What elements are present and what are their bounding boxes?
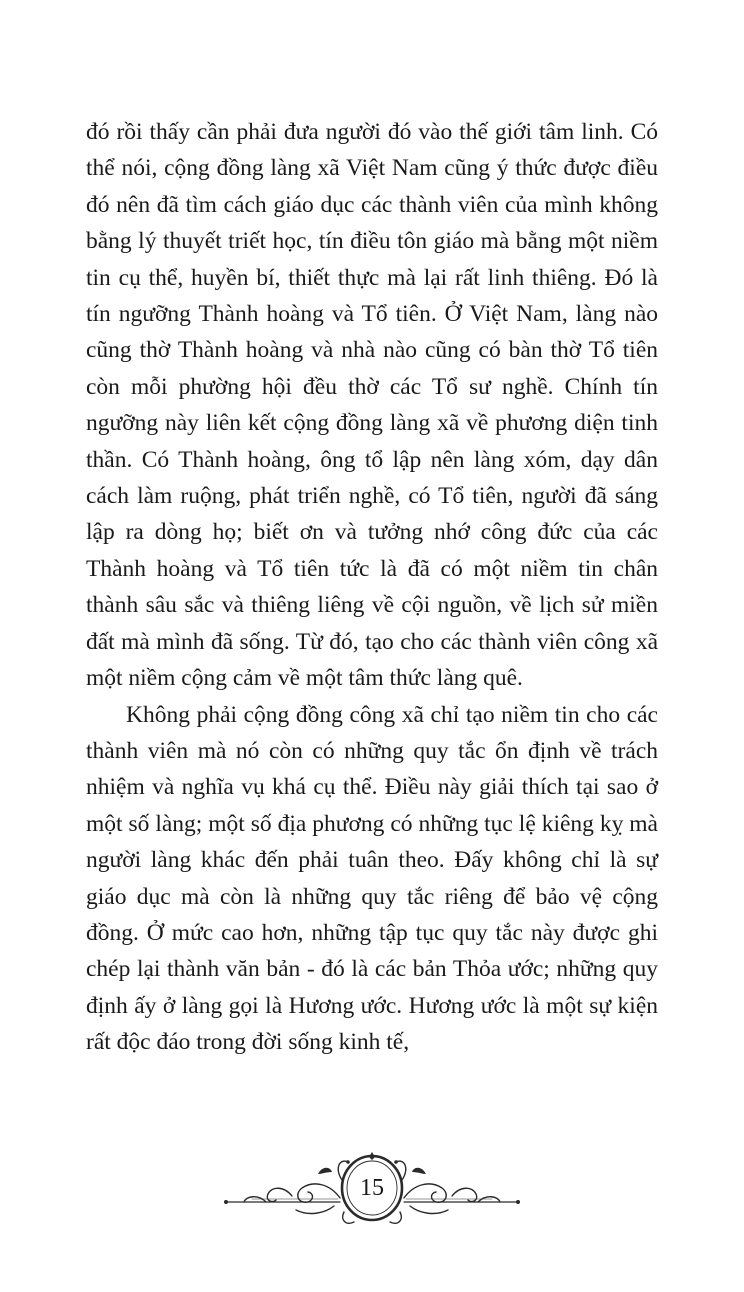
page-number: 15	[360, 1175, 384, 1201]
page-body	[86, 114, 658, 1061]
paragraph: Không phải cộng đồng công xã chỉ tạo niềm tin cho các thành viên mà nó còn có những quy tắc ổn định về trách nhiệm và nghĩa vụ khá cụ thể. Điều này giải thích tại sao ở một số làng; một số địa phương có những tục lệ kiêng kỵ mà người làng khác đến phải tuân theo. Đấy không chỉ là sự giáo dục mà còn là những quy tắc riêng để bảo vệ cộng đồng. Ở mức cao hơn, những tập tục quy tắc này được ghi chép lại thành văn bản - đó là các bản Thỏa ước; những quy định ấy ở làng gọi là Hương ước. Hương ước là một sự kiện rất độc đáo trong đời sống kinh tế,	[86, 701, 658, 1056]
paragraph-continued: đó rồi thấy cần phải đưa người đó vào thế giới tâm linh. Có thể nói, cộng đồng làng xã Việt Nam cũng ý thức được điều đó nên đã tìm cách giáo dục các thành viên của mình không bằng lý thuyết triết học, tín điều tôn giáo mà bằng một niềm tin cụ thể, huyền bí, thiết thực mà lại rất linh thiêng. Đó là tín ngưỡng Thành hoàng và Tổ tiên. Ở Việt Nam, làng nào cũng thờ Thành hoàng và nhà nào cũng có bàn thờ Tổ tiên còn mỗi phường hội đều thờ các Tổ sư nghề. Chính tín ngưỡng này liên kết cộng đồng làng xã về phương diện tinh thần. Có Thành hoàng, ông tổ lập nên làng xóm, dạy dân cách làm ruộng, phát triển nghề, có Tổ tiên, người đã sáng lập ra dòng họ; biết ơn và tưởng nhớ công đức của các Thành hoàng và Tổ tiên tức là đã có một niềm tin chân thành sâu sắc và thiêng liêng về cội nguồn, về lịch sử miền đất mà mình đã sống. Từ đó, tạo cho các thành viên công xã một niềm cộng cảm về một tâm thức làng quê.	[86, 119, 658, 692]
